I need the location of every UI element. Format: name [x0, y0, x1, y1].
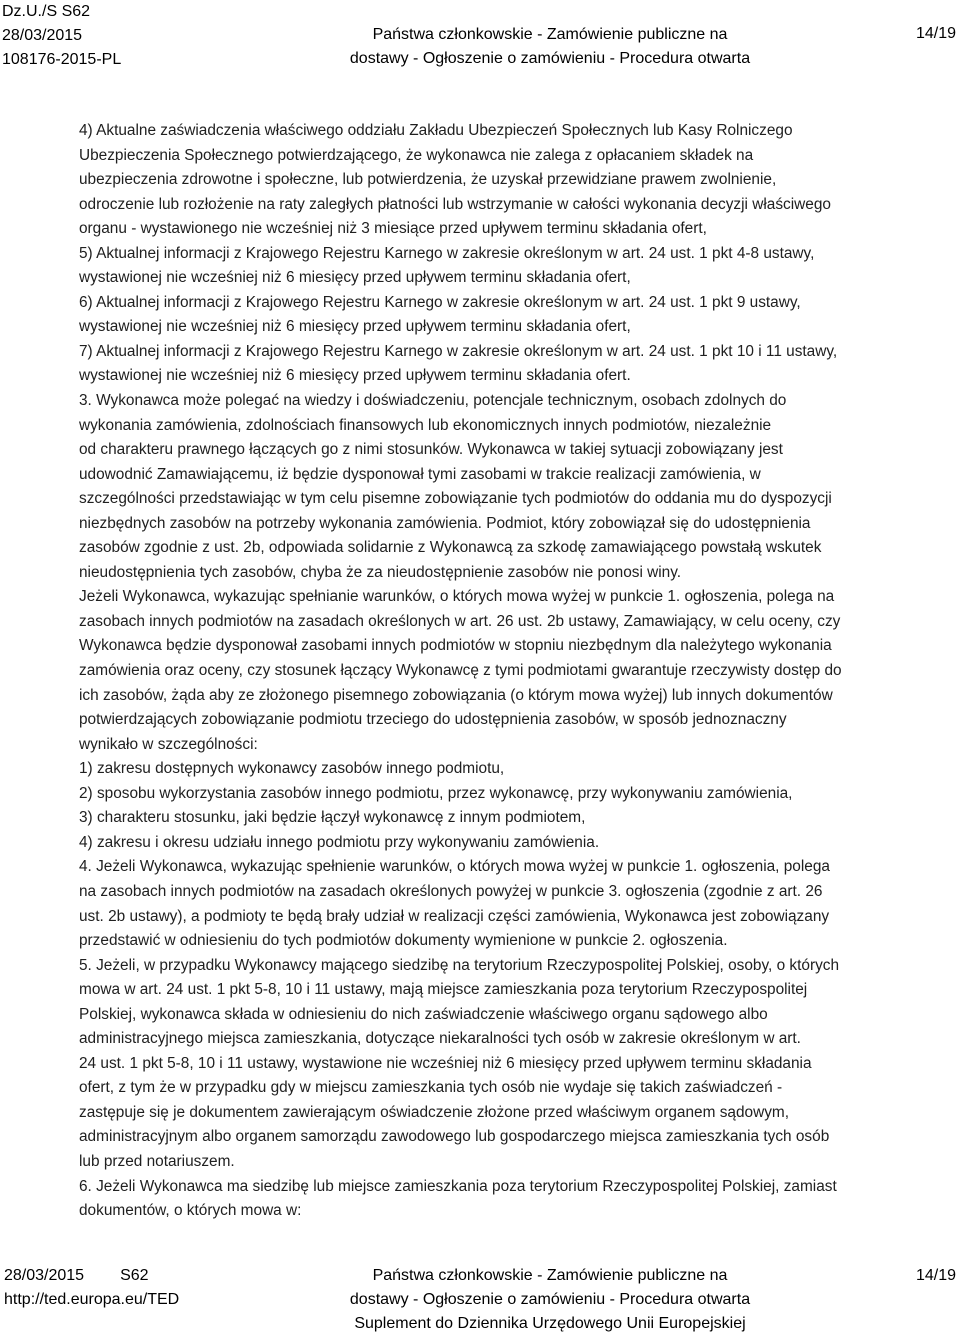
document-id: 108176-2015-PL [2, 51, 122, 68]
body-line: Polskiej, wykonawca składa w odniesieniu do nich zaświadczenie właściwego organu sądowego albo [79, 1005, 768, 1023]
body-line: wynikało w szczególności: [79, 735, 258, 753]
body-line: potwierdzających zobowiązanie podmiotu trzeciego do udostępnienia zasobów, w sposób jednoznaczny [79, 711, 787, 729]
document-body [79, 119, 955, 1224]
footer-supplement: Suplement do Dziennika Urzędowego Unii Europejskiej [354, 1315, 746, 1332]
body-line: 4. Jeżeli Wykonawca, wykazując spełnienie warunków, o których mowa wyżej w punkcie 1. ogłoszenia, polega [79, 858, 830, 876]
body-line: administracyjnego miejsca zamieszkania, dotyczące niekaralności tych osób w zakresie określonym w art. [79, 1030, 801, 1048]
body-line: zasobach innych podmiotów na zasadach określonych w art. 26 ust. 2b ustawy, Zamawiający, w celu oceny, czy [79, 612, 841, 630]
body-line: ubezpieczenia zdrowotne i społeczne, lub potwierdzenia, że uzyskał przewidziane prawem zwolnienie, [79, 171, 777, 189]
footer-left [4, 1264, 179, 1312]
body-line: 6. Jeżeli Wykonawca ma siedzibę lub miejsce zamieszkania poza terytorium Rzeczypospolitej Polskiej, zamiast [79, 1177, 837, 1195]
body-line: ich zasobów, żąda aby ze złożonego pisemnego zobowiązania (o którym mowa wyżej) lub innych dokumentów [79, 686, 833, 704]
body-line: 6) Aktualnej informacji z Krajowego Rejestru Karnego w zakresie określonym w art. 24 ust. 1 pkt 9 ustawy, [79, 293, 801, 311]
body-line: 2) sposobu wykorzystania zasobów innego podmiotu, przez wykonawcę, przy wykonywaniu zamówienia, [79, 784, 793, 802]
footer-date: 28/03/2015 [4, 1267, 85, 1284]
body-line: Jeżeli Wykonawca, wykazując spełnianie warunków, o których mowa wyżej w punkcie 1. ogłoszenia, polega na [79, 588, 835, 606]
body-line: udowodnić Zamawiającemu, iż będzie dysponował tymi zasobami w trakcie realizacji zamówienia, w [79, 465, 761, 483]
body-line: 7) Aktualnej informacji z Krajowego Rejestru Karnego w zakresie określonym w art. 24 ust. 1 pkt 10 i 11 ustawy, [79, 342, 838, 360]
journal-ref: Dz.U./S S62 [2, 3, 91, 20]
body-line: od charakteru prawnego łączących go z nimi stosunków. Wykonawca w takiej sytuacji zobowiązany jest [79, 441, 783, 459]
body-line: Wykonawca będzie dysponował zasobami innych podmiotów w stopniu niezbędnym dla należytego wykonania [79, 637, 832, 655]
body-line: wystawionej nie wcześniej niż 6 miesięcy przed upływem terminu składania ofert, [79, 269, 631, 287]
body-line: wykonania zamówienia, zdolnościach finansowych lub ekonomicznych innych podmiotów, niezależnie [79, 416, 772, 434]
body-line: na zasobach innych podmiotów na zasadach określonych powyżej w punkcie 3. ogłoszenia (zgodnie z art. 26 [79, 882, 823, 900]
header-left [2, 0, 121, 72]
body-line: przedstawić w odniesieniu do tych podmiotów dokumenty wymienione w punkcie 2. ogłoszenia. [79, 932, 728, 950]
body-line: ust. 2b ustawy), a podmioty te będą brały udział w realizacji części zamówienia, Wykonawca jest zobowiązany [79, 907, 830, 925]
body-line: mowa w art. 24 ust. 1 pkt 5-8, 10 i 11 ustawy, mają miejsce zamieszkania poza terytorium Rzeczypospolitej [79, 981, 808, 999]
footer-title-line-1: Państwa członkowskie - Zamówienie publiczne na [372, 1267, 728, 1284]
body-line: niezbędnych zasobów na potrzeby wykonania zamówienia. Podmiot, który zobowiązał się do udostępnienia [79, 514, 811, 532]
header-title-line-1: Państwa członkowskie - Zamówienie publiczne na [372, 26, 728, 43]
body-line: 5) Aktualnej informacji z Krajowego Rejestru Karnego w zakresie określonym w art. 24 ust. 1 pkt 4-8 ustawy, [79, 244, 815, 262]
body-line: 3) charakteru stosunku, jaki będzie łączył wykonawcę z innym podmiotem, [79, 809, 586, 827]
body-line: lub przed notariuszem. [79, 1152, 235, 1170]
body-line: 4) zakresu i okresu udziału innego podmiotu przy wykonywaniu zamówienia. [79, 833, 600, 851]
footer-page-number: 14/19 [915, 1267, 956, 1284]
body-line: Ubezpieczenia Społecznego potwierdzającego, że wykonawca nie zalega z opłacaniem składek na [79, 146, 754, 164]
header-center [290, 23, 810, 71]
body-line: 1) zakresu dostępnych wykonawcy zasobów innego podmiotu, [79, 760, 505, 778]
body-line: 24 ust. 1 pkt 5-8, 10 i 11 ustawy, wystawione nie wcześniej niż 6 miesięcy przed upływem terminu składania [79, 1054, 812, 1072]
body-line: wystawionej nie wcześniej niż 6 miesięcy przed upływem terminu składania ofert. [79, 367, 631, 385]
header-date: 28/03/2015 [2, 27, 83, 44]
header-page-number: 14/19 [915, 25, 956, 42]
body-line: 3. Wykonawca może polegać na wiedzy i doświadczeniu, potencjale technicznym, osobach zdolnych do [79, 392, 787, 410]
body-line: odroczenie lub rozłożenie na raty zaległych płatności lub wstrzymanie w całości wykonania decyzji właściwego [79, 195, 831, 213]
body-line: 4) Aktualne zaświadczenia właściwego oddziału Zakładu Ubezpieczeń Społecznych lub Kasy Rolniczego [79, 122, 793, 139]
body-line: zamówienia oraz oceny, czy stosunek łączący Wykonawcę z tymi podmiotami gwarantuje rzeczywisty dostęp do [79, 662, 842, 680]
footer-center [290, 1264, 810, 1336]
footer-title-line-2: dostawy - Ogłoszenie o zamówieniu - Procedura otwarta [349, 1291, 751, 1308]
body-line: 5. Jeżeli, w przypadku Wykonawcy mającego siedzibę na terytorium Rzeczypospolitej Polskiej, osoby, o których [79, 956, 840, 974]
body-line: organu - wystawionego nie wcześniej niż 3 miesiące przed upływem terminu składania ofert, [79, 220, 707, 238]
body-line: wystawionej nie wcześniej niż 6 miesięcy przed upływem terminu składania ofert, [79, 318, 631, 336]
header-title-line-2: dostawy - Ogłoszenie o zamówieniu - Procedura otwarta [349, 50, 751, 67]
body-line: zastępuje się je dokumentem zawierającym oświadczenie złożone przed właściwym organem sądowym, [79, 1103, 789, 1121]
footer-series: S62 [120, 1267, 149, 1284]
footer-url[interactable]: http://ted.europa.eu/TED [4, 1291, 180, 1308]
body-line: ofert, z tym że w przypadku gdy w miejscu zamieszkania tych osób nie wydaje się takich zaświadczeń - [79, 1079, 783, 1097]
body-line: administracyjnym albo organem samorządu zawodowego lub gospodarczego miejsca zamieszkania tych osób [79, 1128, 830, 1146]
body-line: nieudostępnienia tych zasobów, chyba że za nieudostępnienie zasobów nie ponosi winy. [79, 563, 682, 581]
body-line: zasobów zgodnie z ust. 2b, odpowiada solidarnie z Wykonawcą za szkodę zamawiającego powstałą wskutek [79, 539, 822, 557]
body-line: szczególności przedstawiając w tym celu pisemne zobowiązanie tych podmiotów do oddania mu do dyspozycji [79, 490, 832, 508]
body-line: dokumentów, o których mowa w: [79, 1202, 302, 1220]
